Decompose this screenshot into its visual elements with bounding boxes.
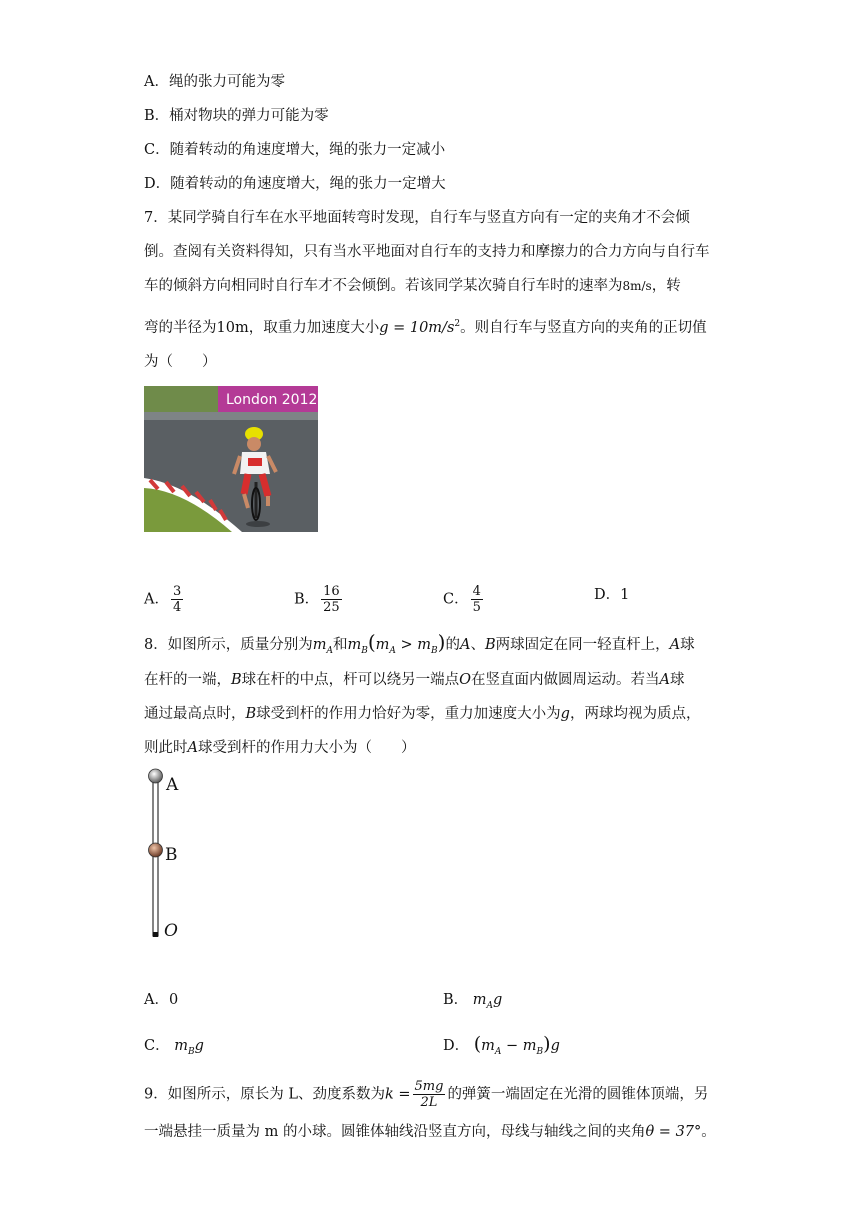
q7-option-a-numerator: 3	[172, 584, 182, 599]
q8-l1-c: 的	[445, 637, 460, 653]
q8-option-b-m: m	[472, 992, 487, 1008]
q8-l1-a: 8．如图所示，质量分别为	[144, 637, 313, 653]
q7-option-c	[443, 584, 485, 615]
q9-l2-text: 一端悬挂一质量为 m 的小球。圆锥体轴线沿竖直方向，母线与轴线之间的夹角	[144, 1124, 646, 1140]
q8-l3-c: ，两球均视为质点，	[569, 706, 701, 722]
q8-cond-sub-b: B	[431, 645, 438, 656]
q8-l1-b: 和	[332, 637, 348, 653]
q8-l1-d: 、	[470, 637, 485, 653]
q8-l2-a: 在杆的一端，	[144, 672, 231, 688]
q9-l2-end: 。	[701, 1124, 716, 1140]
q8-option-a: A．0	[144, 992, 179, 1008]
pivot-point	[153, 932, 158, 937]
q7-option-c-numerator: 4	[472, 584, 481, 599]
q8-option-d-label: D．	[443, 1038, 470, 1054]
q8-ball-b-ref3: B	[245, 706, 257, 722]
q8-option-b-label: B．	[443, 992, 469, 1008]
q9-theta: θ = 37°	[645, 1124, 702, 1140]
q8-option-b	[443, 990, 502, 1016]
q7-option-b-label: B．	[294, 591, 320, 608]
q8-option-d-g: g	[550, 1038, 560, 1054]
q8-option-c-label: C．	[144, 1038, 170, 1054]
q8-option-d-sub1: A	[494, 1046, 502, 1057]
q8-l4-b: 球受到杆的作用力大小为（ ）	[197, 740, 416, 756]
q8-cond-sub-a: A	[389, 645, 396, 656]
q8-mass-b-symbol: m	[347, 637, 362, 653]
q8-cond-m2: m	[417, 637, 432, 653]
q6-option-c: C．随着转动的角速度增大，绳的张力一定减小	[144, 142, 446, 158]
q7-option-b-fraction	[321, 584, 342, 615]
q8-option-d-m2: m	[522, 1038, 537, 1054]
q8-l1-e: 两球固定在同一轻直杆上，	[495, 637, 670, 653]
q7-option-a	[144, 584, 185, 615]
q8-gravity-symbol: g	[560, 706, 570, 722]
rod-diagram	[140, 766, 190, 940]
q8-l3-b: 球受到杆的作用力恰好为零，重力加速度大小为	[256, 706, 561, 722]
q8-ball-a-ref: A	[459, 637, 471, 653]
q8-l4-a: 则此时	[144, 740, 188, 756]
q9-l1-a: 9．如图所示，原长为 L、劲度系数为	[144, 1086, 385, 1103]
q7-option-d: D．1	[594, 587, 630, 603]
q9-k-equals: k =	[384, 1086, 411, 1103]
q8-stem-line1	[144, 632, 695, 661]
q7-stem-line1: 7．某同学骑自行车在水平地面转弯时发现，自行车与竖直方向有一定的夹角才不会倾	[144, 210, 690, 226]
q8-l2-c: 在竖直面内做圆周运动。若当	[471, 672, 660, 688]
q8-mass-b-subscript: B	[361, 645, 368, 656]
q9-k-fraction	[413, 1079, 446, 1110]
label-a: A	[166, 775, 179, 795]
q7-speed-value: 8m/s	[622, 279, 652, 293]
q7-option-b-denominator: 25	[323, 600, 340, 615]
q8-option-c-g: g	[194, 1038, 204, 1054]
q8-option-b-g: g	[493, 992, 503, 1008]
q8-stem-line2	[144, 670, 685, 690]
q7-option-b	[294, 584, 344, 615]
q8-ball-a-ref2: A	[669, 637, 681, 653]
q7-option-a-fraction	[171, 584, 183, 615]
q9-stem-line2	[144, 1122, 716, 1142]
q8-cond-m1: m	[375, 637, 390, 653]
q8-mass-condition: $(m_A > m_B)$	[367, 630, 446, 656]
q7-line3-end: ，转	[651, 278, 681, 294]
q8-option-c-m: m	[174, 1038, 188, 1054]
q8-ball-a-ref4: A	[187, 740, 198, 756]
q8-option-d: D． $(m_A - m_B)g$	[443, 1033, 560, 1057]
q8-ball-a-ref3: A	[659, 672, 671, 688]
q7-line4-end: 。则自行车与竖直方向的夹角的正切值	[460, 319, 707, 336]
q8-option-d-m1: m	[481, 1038, 495, 1054]
q8-mass-a-subscript: A	[326, 645, 333, 656]
q7-line3-text: 车的倾斜方向相同时自行车才不会倾倒。若该同学某次骑自行车时的速率为	[144, 278, 623, 294]
q8-l1-f: 球	[680, 637, 695, 653]
q7-stem-line3	[144, 276, 681, 296]
q8-option-c	[144, 1036, 204, 1062]
ball-a	[149, 769, 163, 783]
q7-line4-mid: ，取重力加速度大小	[248, 319, 380, 336]
q6-option-a: A．绳的张力可能为零	[144, 74, 285, 90]
cyclist-photo	[144, 386, 318, 532]
q9-stem-line1	[144, 1079, 708, 1110]
q8-ball-b-ref: B	[484, 637, 496, 653]
q8-mass-a-symbol: m	[312, 637, 327, 653]
q6-option-b: B．桶对物块的弹力可能为零	[144, 108, 329, 124]
q7-radius-value: 10m	[216, 319, 249, 336]
q7-stem-line2: 倒。查阅有关资料得知，只有当水平地面对自行车的支持力和摩擦力的合力方向与自行车	[144, 244, 710, 260]
ball-b	[149, 843, 163, 857]
q7-option-c-fraction	[471, 584, 483, 615]
q7-option-c-label: C．	[443, 591, 469, 608]
q9-k-denominator: 2L	[420, 1095, 438, 1110]
q7-option-a-denominator: 4	[172, 600, 182, 615]
photo-banner-text: London 2012	[226, 392, 318, 408]
q8-stem-line4	[144, 738, 415, 758]
q9-k-numerator: 5mg	[414, 1079, 444, 1094]
q8-option-c-sub: B	[187, 1046, 195, 1057]
q9-l1-b: 的弹簧一端固定在光滑的圆锥体顶端，另	[447, 1086, 709, 1103]
q7-line4-text: 弯的半径为	[144, 319, 217, 336]
q7-option-b-numerator: 16	[323, 584, 340, 599]
q7-gravity-exponent: 2	[454, 319, 461, 329]
label-b: B	[165, 845, 178, 865]
q8-option-d-sub2: B	[536, 1046, 544, 1057]
q8-l2-b: 球在杆的中点，杆可以绕另一端点	[241, 672, 460, 688]
q8-l2-d: 球	[670, 672, 685, 688]
q8-pivot-o-ref: O	[459, 672, 472, 688]
q8-ball-b-ref2: B	[231, 672, 242, 688]
q8-option-b-sub: A	[486, 1000, 494, 1011]
q7-option-a-label: A．	[144, 591, 169, 608]
q7-stem-line4	[144, 314, 707, 338]
q7-stem-line5: 为（ ）	[144, 354, 217, 370]
q7-option-c-denominator: 5	[472, 600, 481, 615]
label-o: O	[164, 921, 178, 940]
q7-gravity-value: g = 10m/s	[379, 319, 455, 336]
q8-stem-line3	[144, 704, 700, 724]
q6-option-d: D．随着转动的角速度增大，绳的张力一定增大	[144, 176, 446, 192]
q8-l3-a: 通过最高点时，	[144, 706, 246, 722]
